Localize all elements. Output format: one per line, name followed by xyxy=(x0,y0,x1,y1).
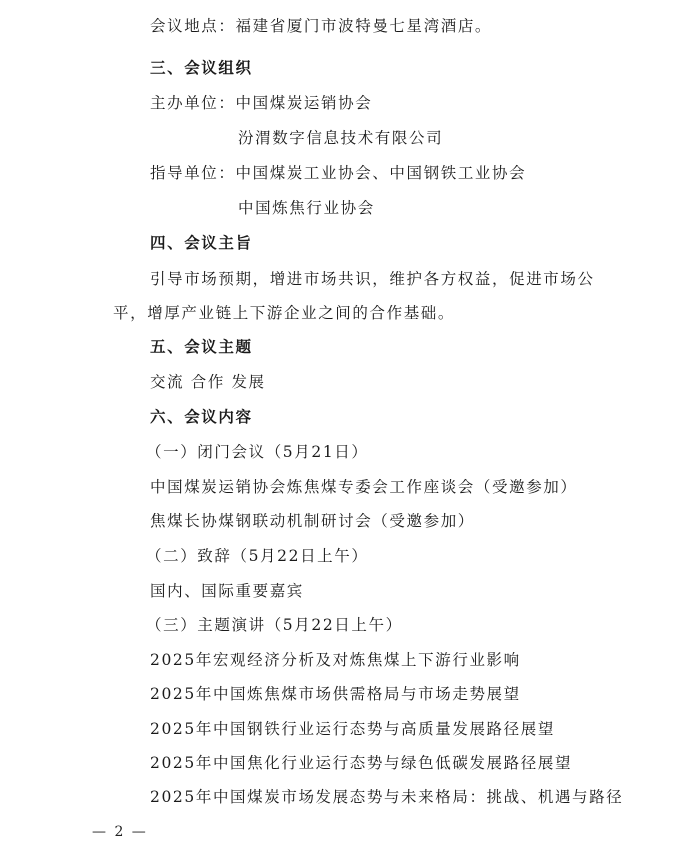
keynote-talk: 2025年中国钢铁行业运行态势与高质量发展路径展望 xyxy=(150,720,555,738)
guide-org-1: 中国煤炭工业协会、中国钢铁工业协会 xyxy=(235,164,527,182)
guide-org-2: 中国炼焦行业协会 xyxy=(238,199,375,217)
venue-line xyxy=(150,15,492,37)
closed-meeting-title: （一）闭门会议（5月21日） xyxy=(146,443,369,461)
host-org-2: 汾渭数字信息技术有限公司 xyxy=(238,129,444,147)
section-six-heading: 六、会议内容 xyxy=(150,408,253,426)
host-label: 主办单位： xyxy=(150,94,236,112)
venue-label: 会议地点： xyxy=(150,17,236,35)
section-three-heading: 三、会议组织 xyxy=(150,59,253,77)
purpose-line-2: 平，增厚产业链上下游企业之间的合作基础。 xyxy=(113,304,456,322)
closed-meeting-item-2: 焦煤长协煤钢联动机制研讨会（受邀参加） xyxy=(150,512,475,530)
section-four-heading: 四、会议主旨 xyxy=(150,234,253,252)
host-org-1: 中国煤炭运销协会 xyxy=(235,94,373,112)
section-five-heading: 五、会议主题 xyxy=(150,338,253,356)
host-line xyxy=(150,92,372,114)
guide-label: 指导单位： xyxy=(150,164,236,182)
page-number: — 2 — xyxy=(92,824,148,840)
theme-text: 交流 合作 发展 xyxy=(150,373,266,391)
keynote-talk: 2025年中国煤炭市场发展态势与未来格局：挑战、机遇与路径 xyxy=(150,788,624,806)
guide-line xyxy=(150,162,526,184)
speech-title: （二）致辞（5月22日上午） xyxy=(146,547,369,565)
closed-meeting-item-1: 中国煤炭运销协会炼焦煤专委会工作座谈会（受邀参加） xyxy=(150,478,578,496)
keynote-talk: 2025年宏观经济分析及对炼焦煤上下游行业影响 xyxy=(150,651,521,669)
venue-value: 福建省厦门市波特曼七星湾酒店。 xyxy=(235,17,493,35)
keynote-talk: 2025年中国炼焦煤市场供需格局与市场走势展望 xyxy=(150,685,521,703)
keynote-title: （三）主题演讲（5月22日上午） xyxy=(146,616,403,634)
speech-item-1: 国内、国际重要嘉宾 xyxy=(150,582,304,600)
keynote-talk: 2025年中国焦化行业运行态势与绿色低碳发展路径展望 xyxy=(150,754,573,772)
purpose-line-1: 引导市场预期，增进市场共识，维护各方权益，促进市场公 xyxy=(150,270,595,288)
